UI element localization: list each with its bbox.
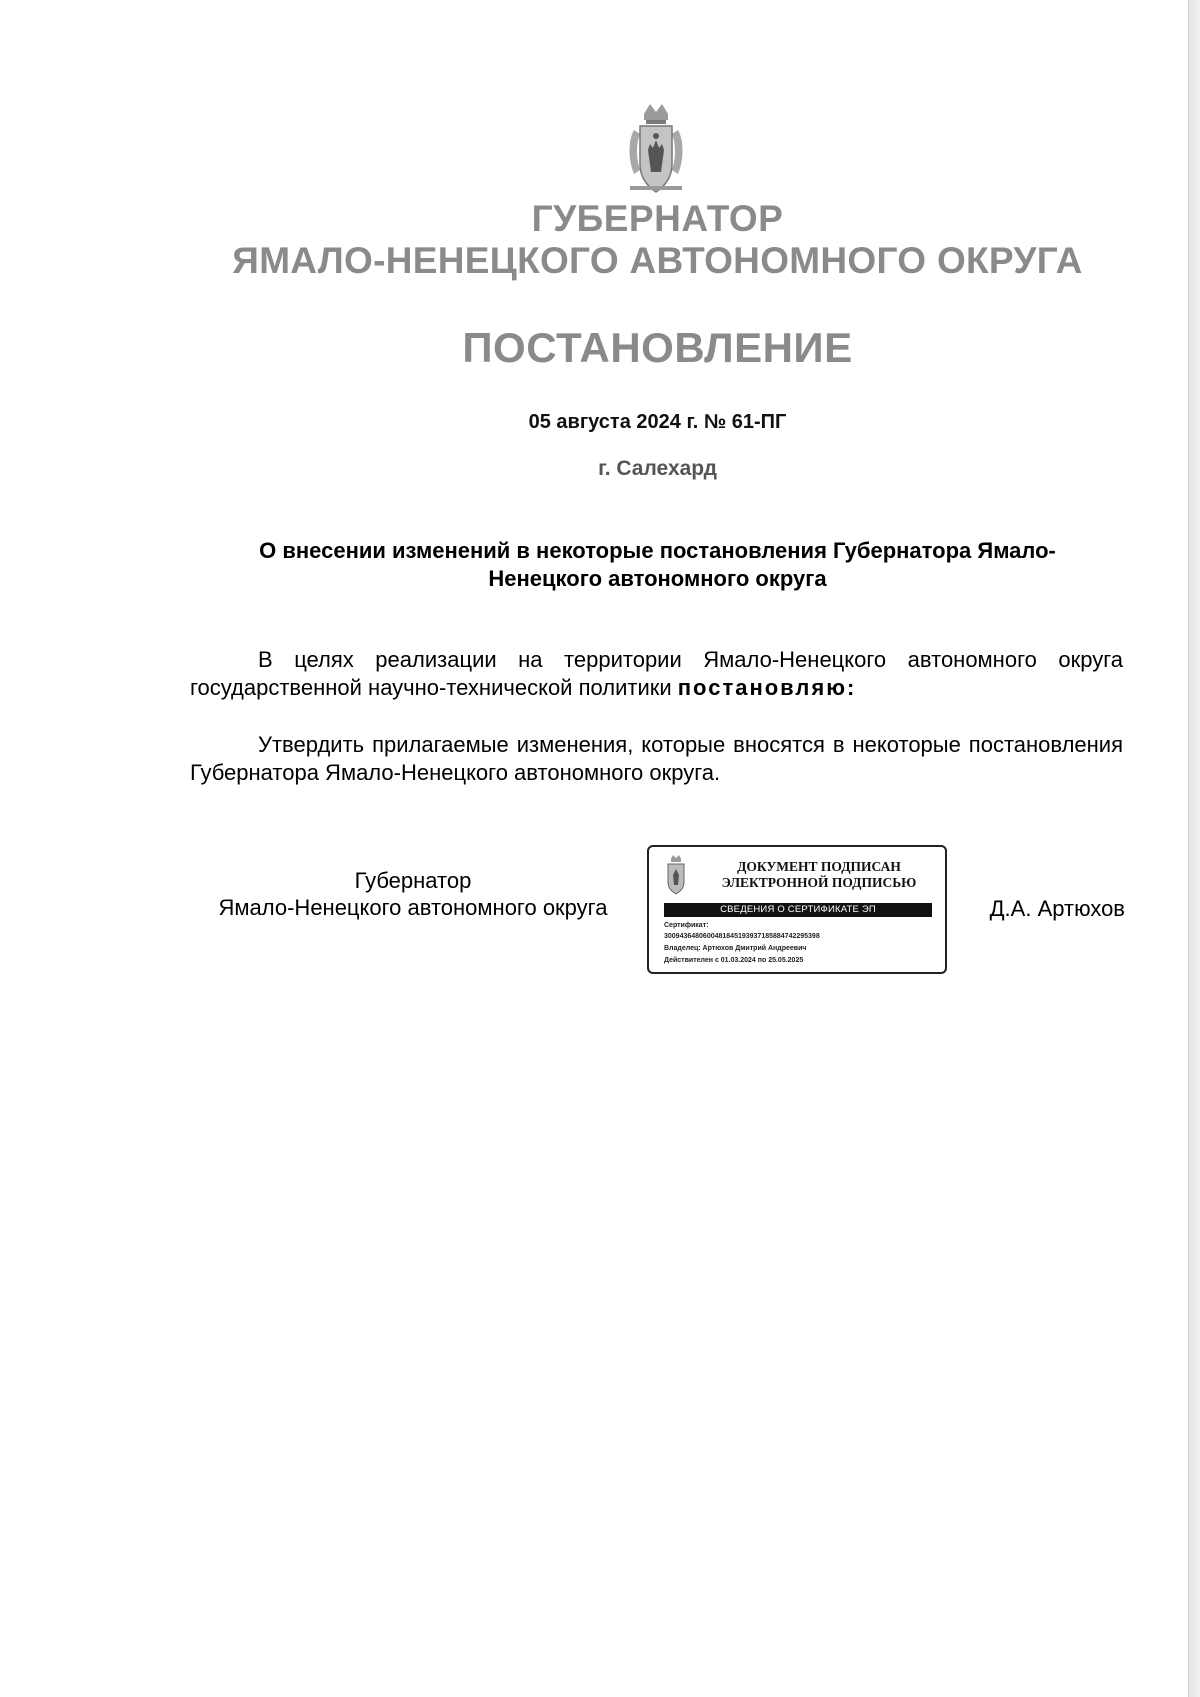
stamp-certificate-number: 3009436480600481845193937185884742295398 bbox=[664, 933, 820, 940]
issuer-title: ГУБЕРНАТОР bbox=[531, 198, 784, 239]
signer-position-line-2: Ямало-Ненецкого автономного округа bbox=[218, 895, 608, 920]
document-city: г. Салехард bbox=[598, 457, 717, 480]
coat-of-arms-icon bbox=[620, 100, 692, 196]
stamp-emblem-icon bbox=[663, 855, 689, 895]
stamp-title bbox=[699, 859, 939, 891]
e-signature-stamp bbox=[647, 845, 947, 974]
paragraph-1-text: В целях реализации на территории Ямало-Ненецкого автономного округа государственной научно-технической политики bbox=[190, 647, 1123, 700]
body-paragraph-2: Утвердить прилагаемые изменения, которые вносятся в некоторые постановления Губернатора Ямало-Ненецкого автономного округа. bbox=[190, 732, 1123, 785]
decree-keyword: постановляю: bbox=[677, 675, 857, 700]
stamp-title-line-2: ЭЛЕКТРОННОЙ ПОДПИСЬЮ bbox=[721, 875, 917, 890]
stamp-certificate-label: Сертификат: bbox=[664, 922, 709, 929]
body-paragraph-1 bbox=[190, 646, 1123, 702]
stamp-validity: Действителен с 01.03.2024 по 25.05.2025 bbox=[664, 957, 804, 964]
stamp-certificate-header: СВЕДЕНИЯ О СЕРТИФИКАТЕ ЭП bbox=[664, 903, 932, 917]
issuer-region: ЯМАЛО-НЕНЕЦКОГО АВТОНОМНОГО ОКРУГА bbox=[232, 240, 1083, 281]
document-subject: О внесении изменений в некоторые постановления Губернатора Ямало-Ненецкого автономного округа bbox=[259, 538, 1056, 591]
document-date-number: 05 августа 2024 г. № 61-ПГ bbox=[528, 411, 787, 433]
signer-position bbox=[188, 867, 638, 921]
stamp-title-line-1: ДОКУМЕНТ ПОДПИСАН bbox=[737, 859, 901, 874]
stamp-owner: Владелец: Артюхов Дмитрий Андреевич bbox=[664, 945, 807, 952]
signer-name: Д.А. Артюхов bbox=[989, 896, 1125, 921]
signer-position-line-1: Губернатор bbox=[354, 868, 472, 893]
document-type: ПОСТАНОВЛЕНИЕ bbox=[462, 324, 853, 371]
